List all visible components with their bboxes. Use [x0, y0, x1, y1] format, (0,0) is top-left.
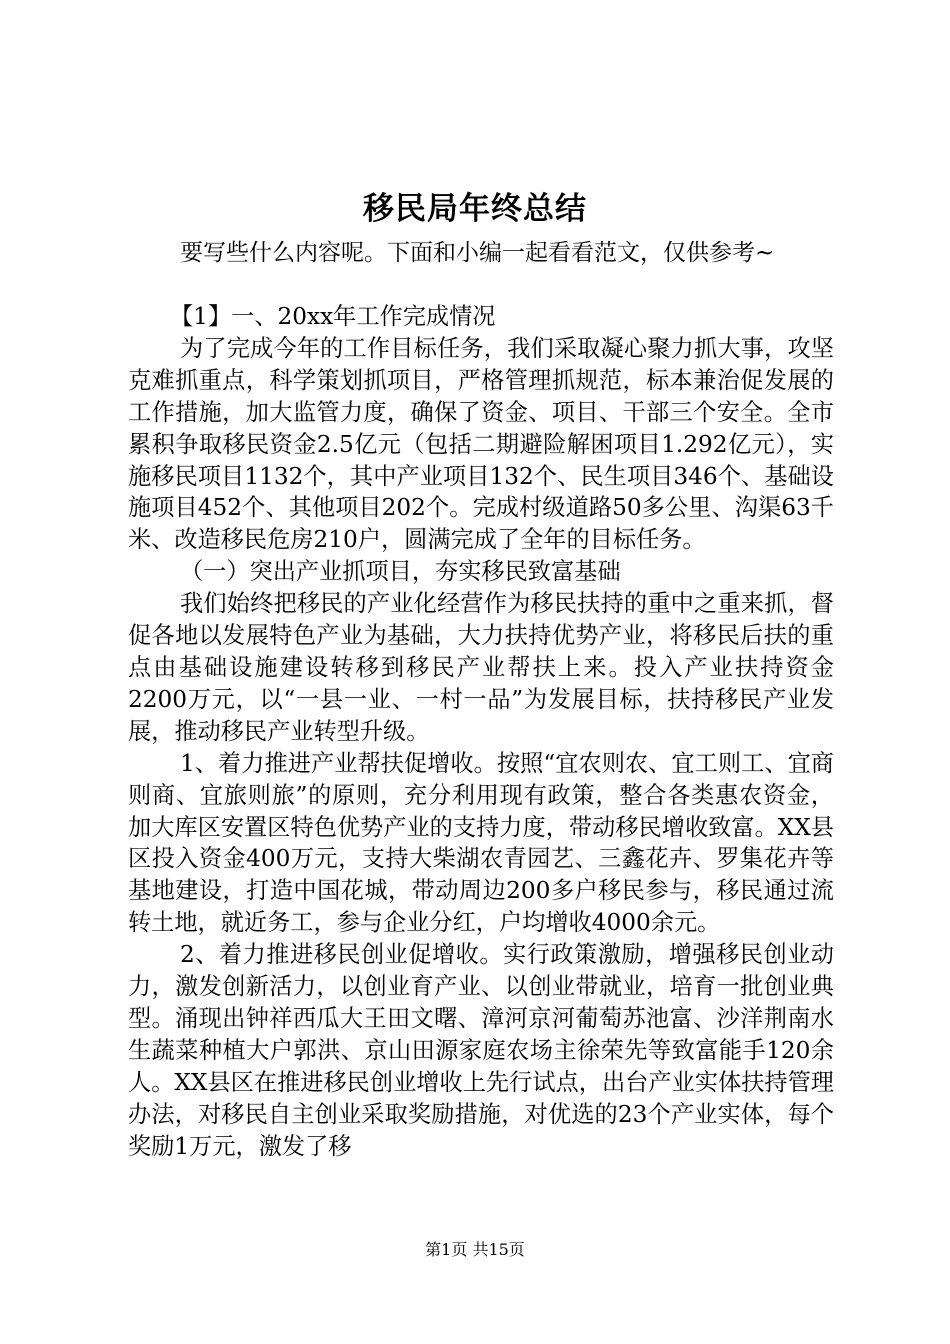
section-heading: 【1】一、20xx年工作完成情况	[170, 303, 496, 330]
body-paragraph: 1、着力推进产业帮扶促增收。按照“宜农则农、宜工则工、宜商则商、宜旅则旅”的原则，充分利用现有政策，整合各类惠农资金，加大库区安置区特色优势产业的支持力度，带动移民增收致富。XX县区投入资金400万元，支持大柴湖农青园艺、三鑫花卉、罗集花卉等基地建设，打造中国花城，带动周边200多户移民参与，移民通过流转土地，就近务工，参与企业分红，户均增收4000余元。	[128, 749, 834, 937]
document-body	[128, 301, 834, 1162]
body-paragraph: 2、着力推进移民创业促增收。实行政策激励，增强移民创业动力，激发创新活力，以创业育产业、以创业带就业，培育一批创业典型。涌现出钟祥西瓜大王田文曙、漳河京河葡萄苏池富、沙洋荆南水生蔬菜种植大户郭洪、京山田源家庭农场主徐荣先等致富能手120余人。XX县区在推进移民创业增收上先行试点，出台产业实体扶持管理办法，对移民自主创业采取奖励措施，对优选的23个产业实体，每个奖励1万元，激发了移	[128, 941, 834, 1160]
body-paragraph: 为了完成今年的工作目标任务，我们采取凝心聚力抓大事，攻坚克难抓重点，科学策划抓项目，严格管理抓规范，标本兼治促发展的工作措施，加大监管力度，确保了资金、项目、干部三个安全。全市累积争取移民资金2.5亿元（包括二期避险解困项目1.292亿元），实施移民项目1132个，其中产业项目132个、民生项目346个、基础设施项目452个、其他项目202个。完成村级道路50多公里、沟渠63千米、改造移民危房210户，圆满完成了全年的目标任务。	[128, 334, 834, 554]
document-title: 移民局年终总结	[363, 191, 587, 227]
page-footer: 第1页 共15页	[425, 1240, 525, 1259]
subsection-heading: （一）突出产业抓项目，夯实移民致富基础	[180, 558, 621, 586]
intro-text: 要写些什么内容呢。下面和小编一起看看范文，仅供参考~	[180, 240, 775, 266]
body-paragraph: 我们始终把移民的产业化经营作为移民扶持的重中之重来抓，督促各地以发展特色产业为基础，大力扶持优势产业，将移民后扶的重点由基础设施建设转移到移民产业帮扶上来。投入产业扶持资金2200万元，以“一县一业、一村一品”为发展目标，扶持移民产业发展，推动移民产业转型升级。	[128, 590, 834, 745]
